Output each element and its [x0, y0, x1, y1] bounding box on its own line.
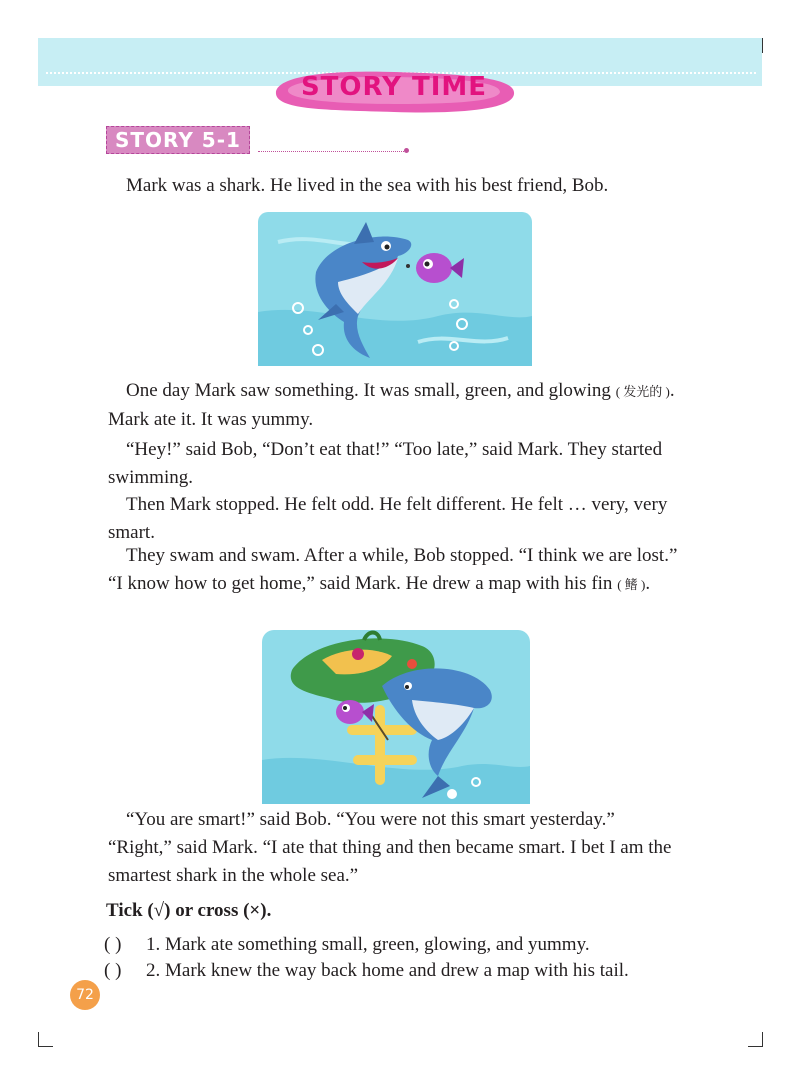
paragraph-1	[108, 172, 678, 200]
answer-blank-1[interactable]: ( )	[104, 934, 122, 955]
paragraph-1-text: Mark was a shark. He lived in the sea with his best friend, Bob.	[126, 175, 609, 196]
exercise-item-1-text: 1. Mark ate something small, green, glowing, and yummy.	[146, 934, 590, 955]
paragraph-5-gloss: ( 鳍 )	[617, 577, 646, 592]
story-label-dotted-line	[258, 151, 406, 152]
paragraph-6-text: “You are smart!” said Bob. “You were not this smart yesterday.” “Right,” said Mark. “I ate that thing and then became smart. I bet I am the smartest shark in the whole sea.”	[108, 809, 672, 886]
paragraph-2-text-b: . Mark ate it. It was yummy.	[108, 380, 675, 430]
paragraph-5-text-a: They swam and swam. After a while, Bob stopped. “I think we are lost.” “I know how to get home,” said Mark. He drew a map with his fin	[108, 545, 678, 594]
story-label-dot	[404, 148, 409, 153]
exercise-heading: Tick (√) or cross (×).	[106, 900, 272, 921]
paragraph-5	[108, 542, 678, 599]
crop-mark-bottom-left	[38, 1032, 53, 1047]
shark-and-fish-illustration	[258, 212, 532, 366]
paragraph-4-text: Then Mark stopped. He felt odd. He felt different. He felt … very, very smart.	[108, 494, 668, 543]
exercise-item-2	[104, 958, 629, 984]
paragraph-6	[108, 806, 678, 890]
paragraph-2-text-a: One day Mark saw something. It was small, green, and glowing	[126, 380, 611, 401]
story-label: STORY 5-1	[106, 126, 250, 154]
paragraph-2-gloss: ( 发光的 )	[615, 384, 670, 399]
paragraph-5-text-b: .	[645, 573, 651, 594]
exercise-item-2-text: 2. Mark knew the way back home and drew a map with his tail.	[146, 960, 629, 981]
paragraph-3	[108, 436, 678, 492]
shark-drawing-map-illustration	[262, 630, 530, 804]
paragraph-3-text: “Hey!” said Bob, “Don’t eat that!” “Too late,” said Mark. They started swimming.	[108, 439, 663, 488]
crop-mark-bottom-right	[748, 1032, 763, 1047]
paragraph-2	[108, 377, 678, 434]
exercise-item-1	[104, 932, 590, 958]
paragraph-4	[108, 491, 678, 547]
answer-blank-2[interactable]: ( )	[104, 960, 122, 981]
page-number-badge: 72	[70, 980, 100, 1010]
page-title: STORY TIME	[300, 72, 488, 102]
